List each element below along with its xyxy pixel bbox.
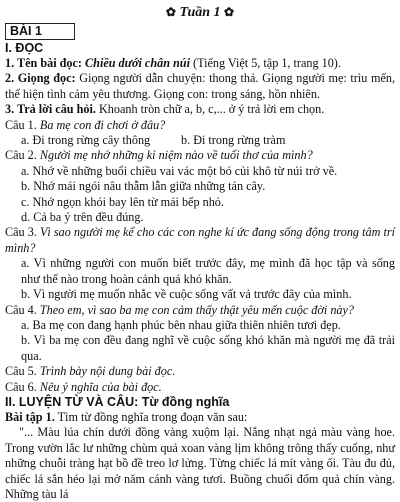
question-number: Câu 2. (5, 148, 37, 163)
question-number: Câu 3. (5, 225, 37, 240)
question-1-options (5, 133, 395, 148)
exercise-1 (5, 410, 395, 425)
question-text: Ba mẹ con đi chơi ở đâu? (39, 117, 166, 132)
section-vocabulary-heading: II. LUYỆN TỪ VÀ CÂU: Từ đồng nghĩa (5, 394, 230, 409)
lesson-label: BÀI 1 (5, 23, 75, 40)
question-number: Câu 5. (5, 364, 37, 379)
answer-option[interactable]: b. Vì người mẹ muốn nhắc về cuộc sống vất vả trước đây của mình. (21, 287, 352, 302)
answer-option[interactable]: a. Đi trong rừng cây thông (21, 133, 151, 148)
answer-option[interactable]: a. Ba mẹ con đang hạnh phúc bên nhau giữa thiên nhiên tươi đẹp. (21, 317, 341, 332)
item3-text: Khoanh tròn chữ a, b, c,... ở ý trả lời em chọn. (99, 102, 325, 117)
question-text: Vì sao người mẹ kể cho các con nghe kí ức đang sống động trong tâm trí mình? (5, 225, 395, 255)
item2-label: 2. Giọng đọc: (5, 71, 76, 86)
answer-option[interactable]: d. Cả ba ý trên đều đúng. (21, 210, 144, 225)
item-reading-voice (5, 71, 395, 102)
answer-option[interactable]: b. Vì ba mẹ con đều đang nghĩ về cuộc sống khó khăn mà người mẹ đã trải qua. (21, 333, 395, 363)
reading-title: Chiều dưới chân núi (85, 56, 190, 70)
answer-option[interactable]: a. Nhớ về những buổi chiều vai vác một bó củi khô từ núi trở về. (21, 163, 338, 178)
answer-option[interactable]: a. Vì những người con muốn biết trước đây, mẹ mình đã học tập và sống như thế nào trong hoàn cảnh quá khó khăn. (21, 256, 395, 286)
exercise-passage: "... Màu lúa chín dưới đồng vàng xuộm lại. Nắng nhạt ngả màu vàng hoe. Trong vườn lắc lư những chùm quả xoan vàng lịm không trông thấy cuống, như những chuỗi tràng hạt bồ đề treo lơ lửng. Từng chiếc lá mít vàng ối. Tàu đu đủ, chiếc lá sắn héo lại mở năm cánh vàng tươi. Buồng chuối đốm quả chín vàng. Những tàu lá (5, 425, 395, 501)
question-number: Câu 1. (5, 117, 37, 132)
exercise-label: Bài tập 1. (5, 409, 55, 424)
item-answer-questions (5, 102, 395, 117)
question-3 (5, 225, 395, 256)
question-text: Theo em, vì sao ba mẹ con cảm thấy thật yêu mến cuộc đời này? (39, 302, 355, 317)
reading-source: (Tiếng Việt 5, tập 1, trang 10). (193, 56, 341, 70)
item2-text: Giọng người dẫn chuyện: thong thả. Giọng người mẹ: trìu mến, thể hiện tình cảm yêu thương. Giọng con: trong sáng, hồn nhiên. (5, 71, 396, 101)
question-1 (5, 118, 395, 133)
question-4 (5, 303, 395, 318)
answer-option[interactable]: b. Đi trong rừng tràm (181, 133, 286, 148)
answer-option[interactable]: c. Nhớ ngọn khói bay lên từ mái bếp nhỏ. (21, 194, 224, 209)
question-2 (5, 148, 395, 163)
flower-right-icon: ✿ (224, 5, 235, 19)
question-6 (5, 380, 395, 395)
week-header (5, 4, 395, 21)
exercise-text: Tìm từ đồng nghĩa trong đoạn văn sau: (57, 409, 248, 424)
question-text: Nêu ý nghĩa của bài đọc. (39, 379, 162, 394)
question-number: Câu 6. (5, 379, 37, 394)
item1-label: 1. Tên bài đọc: (5, 56, 82, 70)
question-text: Người mẹ nhớ những kỉ niệm nào về tuổi thơ của mình? (39, 148, 313, 163)
question-text: Trình bày nội dung bài đọc. (39, 364, 176, 379)
week-title: Tuần 1 (179, 5, 221, 20)
question-5 (5, 364, 395, 379)
answer-option[interactable]: b. Nhớ mái ngói nâu thẫm lẫn giữa những tán cây. (21, 179, 266, 194)
item3-label: 3. Trả lời câu hỏi. (5, 102, 96, 117)
item-reading-title (5, 56, 395, 71)
flower-left-icon: ✿ (165, 5, 176, 19)
section-reading-heading: I. ĐỌC (5, 41, 44, 55)
document-page (5, 4, 395, 502)
question-number: Câu 4. (5, 302, 37, 317)
